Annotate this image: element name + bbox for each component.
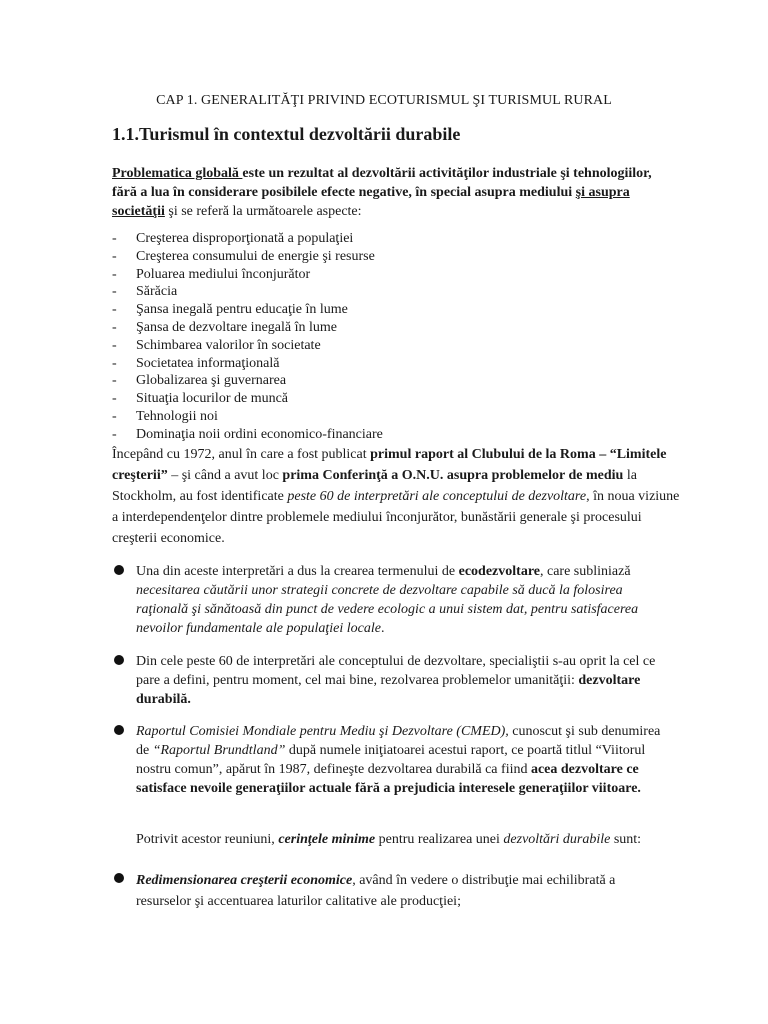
intro-text-c: şi se referă la următoarele aspecte: [164, 204, 362, 219]
bullet-italic-text: necesitarea căutării unor strategii concrete de dezvoltare capabile să ducă la folosirea raţională şi sănătoasă din punct de vedere ecologic a unui sistem dat, pentru satisfacerea nevoilor fundamentale ale populaţiei locale [136, 583, 639, 636]
list-item-text: Şansa de dezvoltare inegală în lume [136, 319, 337, 335]
bullet-text: , care subliniază [540, 564, 631, 579]
definition-text: acea dezvoltare ce satisface nevoile generaţiilor actuale fără a prejudicia interesele generaţiilor viitoare. [136, 762, 641, 796]
bullet-text: după numele iniţiatoarei acestui raport, ce poartă titlul “Viitorul nostru comun”, apărut în 1987, defineşte dezvoltarea durabilă ca fiind [136, 743, 646, 777]
bullet-dezvoltare-durabila [112, 652, 672, 709]
bullet-text: . [380, 621, 385, 636]
dash-marker: - [112, 266, 117, 282]
dash-marker: - [112, 302, 117, 318]
bullet-body [136, 870, 672, 912]
bullet-body [136, 562, 672, 638]
un-conference: prima Conferinţă a O.N.U. asupra problemelor de mediu [282, 468, 624, 483]
list-item [112, 248, 383, 266]
list-item [112, 301, 383, 319]
list-item [112, 408, 383, 426]
dash-marker: - [112, 231, 117, 246]
redimensionare-term: Redimensionarea creşterii economice [136, 873, 353, 888]
dash-marker: - [112, 408, 117, 424]
requirements-paragraph [136, 830, 672, 849]
history-text: – şi când a avut loc [167, 468, 283, 483]
bullet-brundtland [112, 722, 672, 798]
list-item [112, 337, 383, 355]
history-text: , în noua viziune a interdependenţelor dintre problemele mediului înconjurător, bunăstării generale şi procesului creşterii economice. [112, 489, 680, 546]
bullet-dot-icon [114, 655, 124, 665]
list-item-text: Globalizarea şi guvernarea [136, 373, 287, 389]
requirements-text: Potrivit acestor reuniuni, [136, 832, 279, 847]
list-item [112, 266, 383, 284]
dash-marker: - [112, 426, 117, 442]
bullet-dot-icon [114, 873, 124, 883]
requirements-text: sunt: [610, 832, 642, 847]
chapter-title: CAP 1. GENERALITĂŢI PRIVIND ECOTURISMUL ŞI TURISMUL RURAL [156, 93, 612, 108]
list-item-text: Societatea informaţională [136, 355, 280, 371]
bullet-body [136, 722, 672, 798]
interpretations-phrase: peste 60 de interpretări ale conceptului de dezvoltare [287, 489, 587, 504]
ecodezvoltare-term: ecodezvoltare [458, 564, 540, 579]
dash-marker: - [112, 355, 117, 371]
history-paragraph [112, 444, 682, 549]
list-item [112, 230, 383, 248]
bullet-ecodezvoltare [112, 562, 672, 638]
section-title: 1.1.Turismul în contextul dezvoltării durabile [112, 124, 461, 144]
dash-marker: - [112, 391, 117, 407]
cmed-report-name: Raportul Comisiei Mondiale pentru Mediu şi Dezvoltare (CMED), [136, 724, 509, 739]
bullet-dot-icon [114, 565, 124, 575]
list-item-text: Poluarea mediului înconjurător [136, 266, 311, 282]
list-item-text: Sărăcia [136, 284, 178, 300]
list-item [112, 372, 383, 390]
sustainable-development-term: dezvoltări durabile [503, 832, 611, 847]
history-text: Începând cu 1972, anul în care a fost publicat [112, 447, 371, 462]
list-item [112, 426, 383, 444]
list-item-text: Schimbarea valorilor în societate [136, 337, 321, 353]
intro-text-a: este un rezultat al dezvoltării activităţilor industriale şi tehnologiilor, fără a lua în considerare posibilele efecte negative, în special asupra mediului [112, 166, 652, 200]
list-item [112, 319, 383, 337]
bullet-text: Din cele peste 60 de interpretări ale conceptului de dezvoltare, specialiştii s-au oprit la cel ce pare a defini, pentru moment, cel mai bine, rezolvarea problemelor umanităţii: [136, 654, 656, 688]
club-of-rome-report: primul raport al Clubului de la Roma – “Limitele creşterii” [112, 447, 667, 483]
bullet-text: Una din aceste interpretări a dus la crearea termenului de [136, 564, 459, 579]
list-item-text: Situaţia locurilor de muncă [136, 391, 289, 407]
list-item-text: Tehnologii noi [136, 408, 218, 424]
intro-underline: şi asupra societăţii [112, 185, 630, 219]
dash-marker: - [112, 284, 117, 300]
dezvoltare-durabila-term: dezvoltare durabilă. [136, 673, 641, 707]
dash-marker: - [112, 248, 117, 264]
list-item-text: Dominaţia noii ordini economico-financiare [136, 426, 383, 442]
history-text: la Stockholm, au fost identificate [112, 468, 637, 504]
list-item [112, 283, 383, 301]
list-item-text: Creşterea disproporţionată a populaţiei [136, 231, 354, 246]
dash-marker: - [112, 337, 117, 353]
bullet-dot-icon [114, 725, 124, 735]
bullet-text: , având în vedere o distribuţie mai echilibrată a resurselor şi accentuarea laturilor calitative ale producţiei; [136, 873, 616, 909]
list-item-text: Şansa inegală pentru educaţie în lume [136, 302, 348, 318]
brundtland-name: “Raportul Brundtland” [152, 743, 286, 758]
bullet-redimensionare [112, 870, 672, 912]
bullet-text: cunoscut şi sub denumirea de [136, 724, 661, 758]
aspects-list [112, 230, 383, 444]
list-item [112, 390, 383, 408]
intro-term: Problematica globală [112, 166, 243, 181]
requirements-text: pentru realizarea unei [375, 832, 504, 847]
minimum-requirements-term: cerinţele minime [278, 832, 376, 847]
intro-paragraph [112, 164, 652, 221]
list-item-text: Creşterea consumului de energie şi resurse [136, 248, 375, 264]
dash-marker: - [112, 373, 117, 389]
list-item [112, 355, 383, 373]
dash-marker: - [112, 319, 117, 335]
bullet-body [136, 652, 672, 709]
